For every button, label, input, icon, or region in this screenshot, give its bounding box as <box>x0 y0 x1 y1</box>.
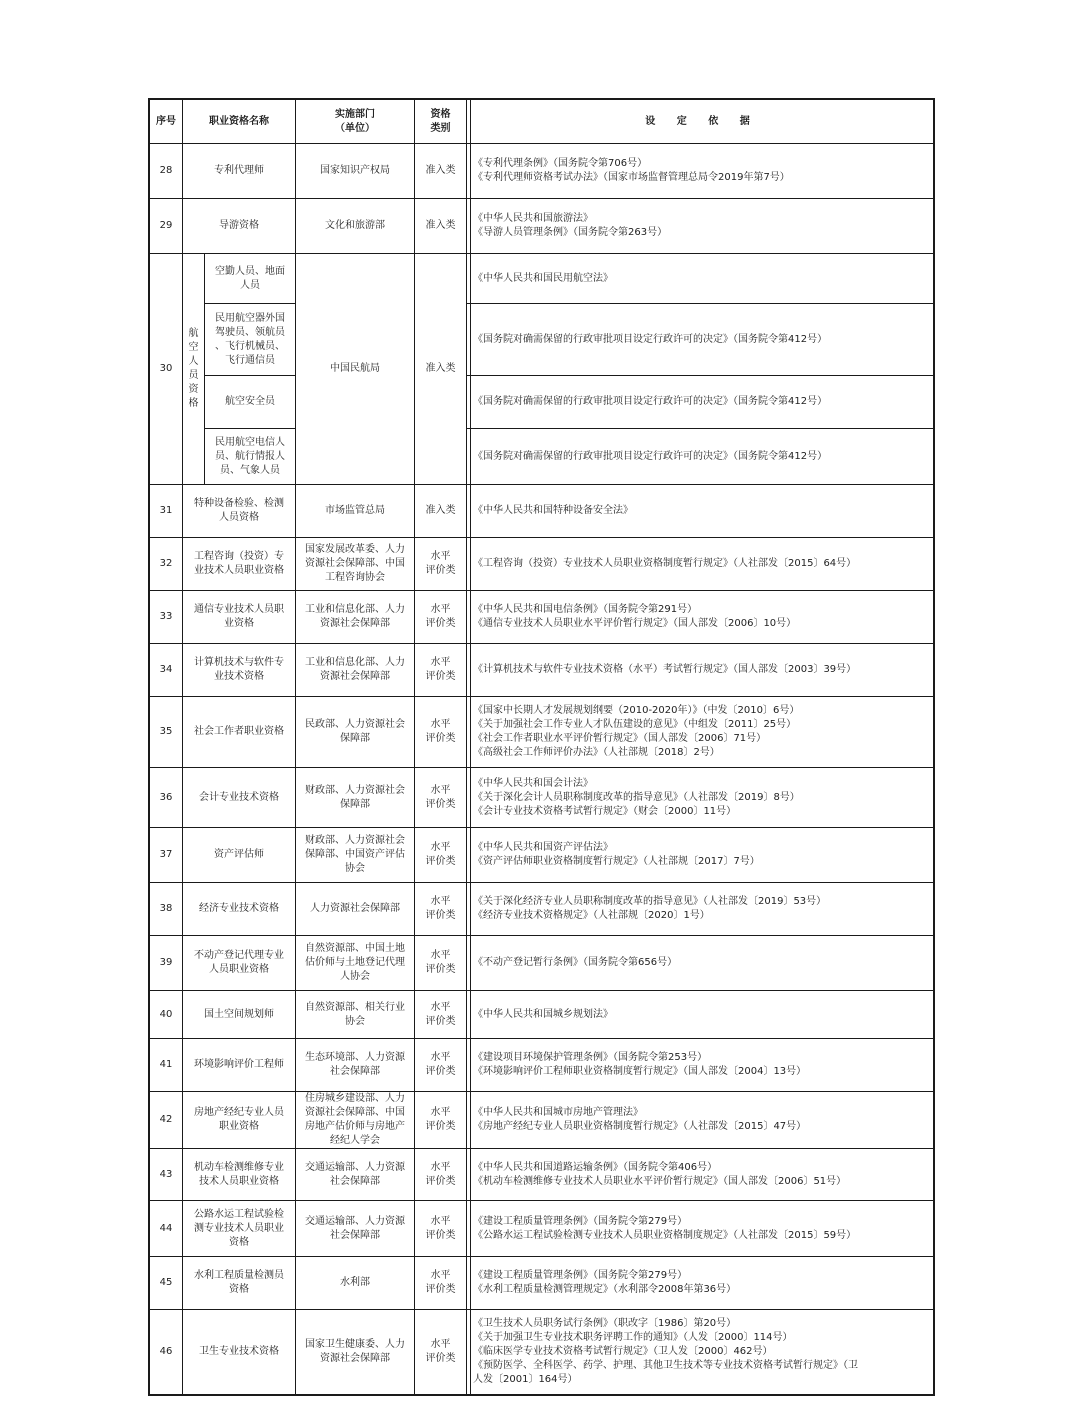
dept-cell <box>296 254 415 485</box>
text-line: 业资格 <box>224 618 254 629</box>
sub-name-cell <box>205 376 296 429</box>
basis-cell <box>471 1310 933 1394</box>
text-line: 资格 <box>229 1284 249 1295</box>
text-line: 国家知识产权局 <box>320 165 390 176</box>
text-line: 评价类 <box>425 1284 456 1295</box>
text-line: 空勤人员、地面 <box>215 265 285 277</box>
text-line: 特种设备检验、检测 <box>194 498 284 509</box>
sub-name-cell <box>205 254 296 304</box>
seq-cell: 29 <box>150 199 183 254</box>
text-line: 《经济专业技术资格规定》（人社部规〔2020〕1号） <box>473 910 710 921</box>
type-cell <box>415 199 467 254</box>
seq-cell: 39 <box>150 936 183 991</box>
text-line: 财政部、人力资源社会 <box>305 835 405 846</box>
text-line: 评价类 <box>425 1121 456 1132</box>
group-char: 航 <box>188 328 199 339</box>
table-row <box>150 1310 933 1394</box>
table-row <box>150 644 933 697</box>
text-line: 环境影响评价工程师 <box>194 1059 284 1070</box>
text-line: 水平 <box>430 842 451 853</box>
table-row <box>150 376 933 429</box>
basis-cell <box>471 883 933 936</box>
text-line: 《中华人民共和国道路运输条例》（国务院令第406号） <box>473 1161 718 1173</box>
text-line: 人力资源社会保障部 <box>310 903 400 914</box>
seq-cell: 36 <box>150 768 183 828</box>
sub-name-cell <box>205 304 296 376</box>
text-line: 《中华人民共和国城市房地产管理法》 <box>473 1107 643 1118</box>
text-line: 水平 <box>430 1161 451 1173</box>
dept-cell <box>296 1149 415 1201</box>
text-line: 资源社会保障部、中国 <box>305 1107 405 1118</box>
dept-cell <box>296 199 415 254</box>
text-line: 《国务院对确需保留的行政审批项目设定行政许可的决定》（国务院令第412号） <box>473 396 828 407</box>
text-line: 准入类 <box>425 363 456 374</box>
table-row <box>150 1039 933 1092</box>
text-line: 员、航行情报人 <box>215 450 285 462</box>
text-line: 水利工程质量检测员 <box>194 1270 284 1281</box>
type-cell <box>415 485 467 538</box>
basis-cell <box>471 199 933 254</box>
seq-cell: 37 <box>150 828 183 883</box>
text-line: 社会保障部 <box>330 1229 380 1241</box>
text-line: 评价类 <box>425 671 456 682</box>
text-line: 人员职业资格 <box>209 964 269 975</box>
text-line: 评价类 <box>425 964 456 975</box>
text-line: 经济专业技术资格 <box>199 903 279 914</box>
text-line: 《机动车检测维修专业技术人员职业水平评价暂行规定》（国人部发〔2006〕51号） <box>473 1175 847 1187</box>
table-row <box>150 697 933 768</box>
table-row <box>150 883 933 936</box>
text-line: 《环境影响评价工程师职业资格制度暂行规定》（国人部发〔2004〕13号） <box>473 1066 807 1077</box>
text-line: 工程咨询协会 <box>325 572 385 583</box>
text-line: 水平 <box>430 1339 451 1350</box>
basis-cell <box>471 538 933 591</box>
text-line: 《中华人民共和国资产评估法》 <box>473 842 613 853</box>
dept-cell <box>296 644 415 697</box>
text-line: 《中华人民共和国特种设备安全法》 <box>473 505 633 516</box>
text-line: 《房地产经纪专业人员职业资格制度暂行规定》（人社部发〔2015〕47号） <box>473 1121 807 1132</box>
text-line: 《国家中长期人才发展规划纲要（2010-2020年）》（中发〔2010〕6号） <box>473 705 800 716</box>
text-line: 评价类 <box>425 1229 456 1241</box>
seq-cell: 34 <box>150 644 183 697</box>
table-row <box>150 591 933 644</box>
text-line: 《资产评估师职业资格制度暂行规定》（人社部规〔2017〕7号） <box>473 856 760 867</box>
text-line: 《国务院对确需保留的行政审批项目设定行政许可的决定》（国务院令第412号） <box>473 333 828 345</box>
seq-cell: 30 <box>150 254 183 485</box>
text-line: 住房城乡建设部、人力 <box>305 1093 405 1104</box>
basis-cell <box>471 828 933 883</box>
table-row <box>150 828 933 883</box>
text-line: 财政部、人力资源社会 <box>305 784 405 796</box>
dept-cell <box>296 1310 415 1394</box>
text-line: 《会计专业技术资格考试暂行规定》（财会〔2000〕11号） <box>473 805 737 817</box>
text-line: 水平 <box>430 551 451 562</box>
type-cell <box>415 1149 467 1201</box>
dept-cell <box>296 1092 415 1149</box>
table-row <box>150 144 933 199</box>
text-line: 《专利代理师资格考试办法》（国家市场监督管理总局令2019年第7号） <box>473 172 790 183</box>
text-line: 卫生专业技术资格 <box>199 1346 279 1357</box>
dept-cell <box>296 991 415 1039</box>
name-cell <box>183 1257 296 1310</box>
text-line: 资源社会保障部 <box>320 1353 390 1364</box>
text-line: 《高级社会工作师评价办法》（人社部规〔2018〕2号） <box>473 747 720 758</box>
table-row <box>150 1092 933 1149</box>
table-row <box>150 485 933 538</box>
text-line: 房地产经纪专业人员 <box>194 1107 284 1118</box>
name-cell <box>183 199 296 254</box>
seq-cell: 46 <box>150 1310 183 1394</box>
table-row <box>150 254 933 304</box>
dept-cell <box>296 144 415 199</box>
text-line: 保障部、中国资产评估 <box>305 849 405 860</box>
dept-cell <box>296 768 415 828</box>
text-line: 《建设工程质量管理条例》（国务院令第279号） <box>473 1215 688 1227</box>
text-line: 民用航空电信人 <box>215 436 285 448</box>
basis-cell <box>471 485 933 538</box>
text-line: 民政部、人力资源社会 <box>305 719 405 730</box>
text-line: 自然资源部、中国土地 <box>305 943 405 954</box>
type-cell <box>415 768 467 828</box>
text-line: 导游资格 <box>219 220 259 231</box>
name-cell <box>183 1039 296 1092</box>
basis-cell <box>471 1201 933 1257</box>
text-line: 《建设项目环境保护管理条例》（国务院令第253号） <box>473 1052 708 1063</box>
text-line: 工业和信息化部、人力 <box>305 604 405 615</box>
name-cell <box>183 883 296 936</box>
text-line: 业技术人员职业资格 <box>194 565 284 576</box>
name-cell <box>183 591 296 644</box>
text-line: 水平 <box>430 1001 451 1013</box>
text-line: 水平 <box>430 950 451 961</box>
table-row <box>150 538 933 591</box>
text-line: 《专利代理条例》（国务院令第706号） <box>473 158 648 169</box>
table-row <box>150 1149 933 1201</box>
text-line: 水平 <box>430 784 451 796</box>
name-cell <box>183 1201 296 1257</box>
text-line: 保障部 <box>340 798 370 810</box>
table-row <box>150 429 933 485</box>
text-line: 不动产登记代理专业 <box>194 950 284 961</box>
name-cell <box>183 144 296 199</box>
text-line: 《关于加强社会工作专业人才队伍建设的意见》（中组发〔2011〕25号） <box>473 719 797 730</box>
text-line: 评价类 <box>425 910 456 921</box>
text-line: 评价类 <box>425 1066 456 1077</box>
basis-cell <box>471 697 933 768</box>
text-line: 《中华人民共和国电信条例》（国务院令第291号） <box>473 604 698 615</box>
text-line: 通信专业技术人员职 <box>194 604 284 615</box>
seq-cell: 32 <box>150 538 183 591</box>
text-line: 社会工作者职业资格 <box>194 726 284 737</box>
type-cell <box>415 1039 467 1092</box>
group-name-cell <box>183 254 205 485</box>
text-line: 估价师与土地登记代理 <box>305 957 405 968</box>
text-line: 国土空间规划师 <box>204 1008 274 1020</box>
text-line: 生态环境部、人力资源 <box>305 1052 405 1063</box>
table-row <box>150 768 933 828</box>
sub-name-cell <box>205 429 296 485</box>
dept-cell <box>296 1257 415 1310</box>
basis-cell <box>471 936 933 991</box>
type-cell <box>415 254 467 485</box>
text-line: 社会保障部 <box>330 1066 380 1077</box>
text-line: 机动车检测维修专业 <box>194 1161 284 1173</box>
header-name: 职业资格名称 <box>183 100 296 144</box>
text-line: 《中华人民共和国旅游法》 <box>473 213 593 224</box>
name-cell <box>183 485 296 538</box>
text-line: 水平 <box>430 1270 451 1281</box>
text-line: 工业和信息化部、人力 <box>305 657 405 668</box>
qualification-table <box>148 98 935 1396</box>
text-line: 国家发展改革委、人力 <box>305 544 405 555</box>
dept-cell <box>296 538 415 591</box>
text-line: 准入类 <box>425 505 456 516</box>
text-line: 评价类 <box>425 1353 456 1364</box>
type-cell <box>415 936 467 991</box>
group-name-vertical <box>187 327 201 411</box>
text-line: 水平 <box>430 604 451 615</box>
text-line: 专利代理师 <box>214 165 264 176</box>
table-row <box>150 1201 933 1257</box>
header-basis: 设 定 依 据 <box>471 100 933 144</box>
group-char: 资 <box>188 384 199 395</box>
header-seq: 序号 <box>150 100 183 144</box>
basis-cell <box>471 254 933 304</box>
text-line: 《公路水运工程试验检测专业技术人员职业资格制度规定》（人社部发〔2015〕59号） <box>473 1229 857 1241</box>
text-line: 资源社会保障部 <box>320 618 390 629</box>
text-line: 水平 <box>430 657 451 668</box>
seq-cell: 31 <box>150 485 183 538</box>
text-line: 人员 <box>240 279 260 291</box>
text-line: 中国民航局 <box>330 363 380 374</box>
text-line: 水平 <box>430 719 451 730</box>
text-line: 《社会工作者职业水平评价暂行规定》（国人部发〔2006〕71号） <box>473 733 767 744</box>
seq-cell: 44 <box>150 1201 183 1257</box>
text-line: 水平 <box>430 896 451 907</box>
basis-cell <box>471 144 933 199</box>
text-line: 《卫生技术人员职务试行条例》（职改字〔1986〕第20号） <box>473 1318 737 1329</box>
text-line: 公路水运工程试验检 <box>194 1208 284 1220</box>
text-line: 、飞行机械员、 <box>215 340 285 352</box>
text-line: 水平 <box>430 1107 451 1118</box>
name-cell <box>183 1149 296 1201</box>
seq-cell: 45 <box>150 1257 183 1310</box>
text-line: 《关于加强卫生专业技术职务评聘工作的通知》（人发〔2000〕114号） <box>473 1332 793 1343</box>
basis-cell <box>471 768 933 828</box>
basis-cell <box>471 1149 933 1201</box>
text-line: 《关于深化会计人员职称制度改革的指导意见》（人社部发〔2019〕8号） <box>473 791 800 803</box>
group-char: 空 <box>188 342 199 353</box>
text-line: 协会 <box>345 863 365 874</box>
group-char: 人 <box>188 356 199 367</box>
text-line: 水利部 <box>340 1277 370 1288</box>
name-cell <box>183 644 296 697</box>
name-cell <box>183 538 296 591</box>
basis-cell <box>471 304 933 376</box>
basis-cell <box>471 376 933 429</box>
text-line: 评价类 <box>425 618 456 629</box>
name-cell <box>183 768 296 828</box>
seq-cell: 40 <box>150 991 183 1039</box>
text-line: 《不动产登记暂行条例》（国务院令第656号） <box>473 957 678 968</box>
text-line: 员、气象人员 <box>220 464 280 476</box>
text-line: 《水利工程质量检测管理规定》（水利部令2008年第36号） <box>473 1284 737 1295</box>
text-line: 交通运输部、人力资源 <box>305 1215 405 1227</box>
text-line: 计算机技术与软件专 <box>194 657 284 668</box>
text-line: 《建设工程质量管理条例》（国务院令第279号） <box>473 1270 688 1281</box>
type-cell <box>415 644 467 697</box>
text-line: 评价类 <box>425 856 456 867</box>
text-line: 《关于深化经济专业人员职称制度改革的指导意见》（人社部发〔2019〕53号） <box>473 896 827 907</box>
text-line: 航空安全员 <box>225 396 275 407</box>
text-line: 水平 <box>430 1215 451 1227</box>
text-line: 评价类 <box>425 565 456 576</box>
text-line: 经纪人学会 <box>330 1135 380 1146</box>
dept-cell <box>296 697 415 768</box>
text-line: 评价类 <box>425 798 456 810</box>
text-line: 飞行通信员 <box>225 354 275 366</box>
seq-cell: 42 <box>150 1092 183 1149</box>
dept-cell <box>296 485 415 538</box>
basis-cell <box>471 591 933 644</box>
text-line: 国家卫生健康委、人力 <box>305 1339 405 1350</box>
text-line: 测专业技术人员职业 <box>194 1222 284 1234</box>
text-line: 房地产估价师与房地产 <box>305 1121 405 1132</box>
group-char: 格 <box>188 398 199 409</box>
text-line: 准入类 <box>425 165 456 176</box>
text-line: 社会保障部 <box>330 1175 380 1187</box>
text-line: 《国务院对确需保留的行政审批项目设定行政许可的决定》（国务院令第412号） <box>473 450 828 462</box>
seq-cell: 33 <box>150 591 183 644</box>
name-cell <box>183 828 296 883</box>
dept-cell <box>296 883 415 936</box>
text-line: 文化和旅游部 <box>325 220 385 231</box>
text-line: 《中华人民共和国会计法》 <box>473 777 593 789</box>
text-line: 《工程咨询（投资）专业技术人员职业资格制度暂行规定》（人社部发〔2015〕64号） <box>473 558 857 569</box>
text-line: 《临床医学专业技术资格考试暂行规定》（卫人发〔2000〕462号） <box>473 1346 773 1357</box>
type-cell <box>415 1257 467 1310</box>
table-row <box>150 1257 933 1310</box>
type-cell <box>415 697 467 768</box>
name-cell <box>183 1092 296 1149</box>
text-line: 评价类 <box>425 1015 456 1027</box>
text-line: 职业资格 <box>219 1121 259 1132</box>
text-line: 资产评估师 <box>214 849 264 860</box>
seq-cell: 28 <box>150 144 183 199</box>
type-cell <box>415 991 467 1039</box>
group-char: 员 <box>188 370 199 381</box>
text-line: 民用航空器外国 <box>215 312 285 324</box>
text-line: 驾驶员、领航员 <box>215 326 285 338</box>
text-line: 资源社会保障部、中国 <box>305 558 405 569</box>
type-cell <box>415 538 467 591</box>
text-line: 自然资源部、相关行业 <box>305 1001 405 1013</box>
text-line: 人协会 <box>340 971 370 982</box>
table-row <box>150 199 933 254</box>
text-line: 业技术资格 <box>214 671 264 682</box>
type-cell <box>415 1310 467 1394</box>
type-cell <box>415 1201 467 1257</box>
table-row <box>150 991 933 1039</box>
type-cell <box>415 1092 467 1149</box>
text-line: 保障部 <box>340 733 370 744</box>
text-line: 《中华人民共和国民用航空法》 <box>473 272 613 284</box>
text-line: 工程咨询（投资）专 <box>194 551 284 562</box>
text-line: 资源社会保障部 <box>320 671 390 682</box>
basis-cell <box>471 991 933 1039</box>
type-cell <box>415 828 467 883</box>
text-line: 《导游人员管理条例》（国务院令第263号） <box>473 227 668 238</box>
basis-cell <box>471 1092 933 1149</box>
name-cell <box>183 991 296 1039</box>
text-line: 水平 <box>430 1052 451 1063</box>
table-row <box>150 936 933 991</box>
seq-cell: 41 <box>150 1039 183 1092</box>
text-line: 人发〔2001〕164号） <box>473 1374 578 1385</box>
seq-cell: 43 <box>150 1149 183 1201</box>
type-cell <box>415 883 467 936</box>
basis-cell <box>471 644 933 697</box>
text-line: 《计算机技术与软件专业技术资格（水平）考试暂行规定》（国人部发〔2003〕39号） <box>473 664 857 675</box>
dept-cell <box>296 1201 415 1257</box>
text-line: 人员资格 <box>219 512 259 523</box>
dept-cell <box>296 1039 415 1092</box>
header-type: 资格 类别 <box>415 100 467 144</box>
text-line: 资格 <box>229 1236 249 1248</box>
basis-cell <box>471 429 933 485</box>
type-cell <box>415 144 467 199</box>
dept-cell <box>296 591 415 644</box>
text-line: 交通运输部、人力资源 <box>305 1161 405 1173</box>
dept-cell <box>296 936 415 991</box>
name-cell <box>183 1310 296 1394</box>
table-header-row <box>150 100 933 144</box>
type-cell <box>415 591 467 644</box>
text-line: 《通信专业技术人员职业水平评价暂行规定》（国人部发〔2006〕10号） <box>473 618 797 629</box>
text-line: 评价类 <box>425 733 456 744</box>
basis-cell <box>471 1039 933 1092</box>
text-line: 准入类 <box>425 220 456 231</box>
seq-cell: 35 <box>150 697 183 768</box>
text-line: 市场监管总局 <box>325 505 385 516</box>
seq-cell: 38 <box>150 883 183 936</box>
name-cell <box>183 936 296 991</box>
name-cell <box>183 697 296 768</box>
dept-cell <box>296 828 415 883</box>
text-line: 会计专业技术资格 <box>199 791 279 803</box>
text-line: 《中华人民共和国城乡规划法》 <box>473 1008 613 1020</box>
table-row <box>150 304 933 376</box>
basis-cell <box>471 1257 933 1310</box>
text-line: 协会 <box>345 1015 365 1027</box>
text-line: 评价类 <box>425 1175 456 1187</box>
text-line: 《预防医学、全科医学、药学、护理、其他卫生技术等专业技术资格考试暂行规定》（卫 <box>473 1360 858 1371</box>
header-dept: 实施部门 （单位） <box>296 100 415 144</box>
text-line: 技术人员职业资格 <box>199 1175 279 1187</box>
